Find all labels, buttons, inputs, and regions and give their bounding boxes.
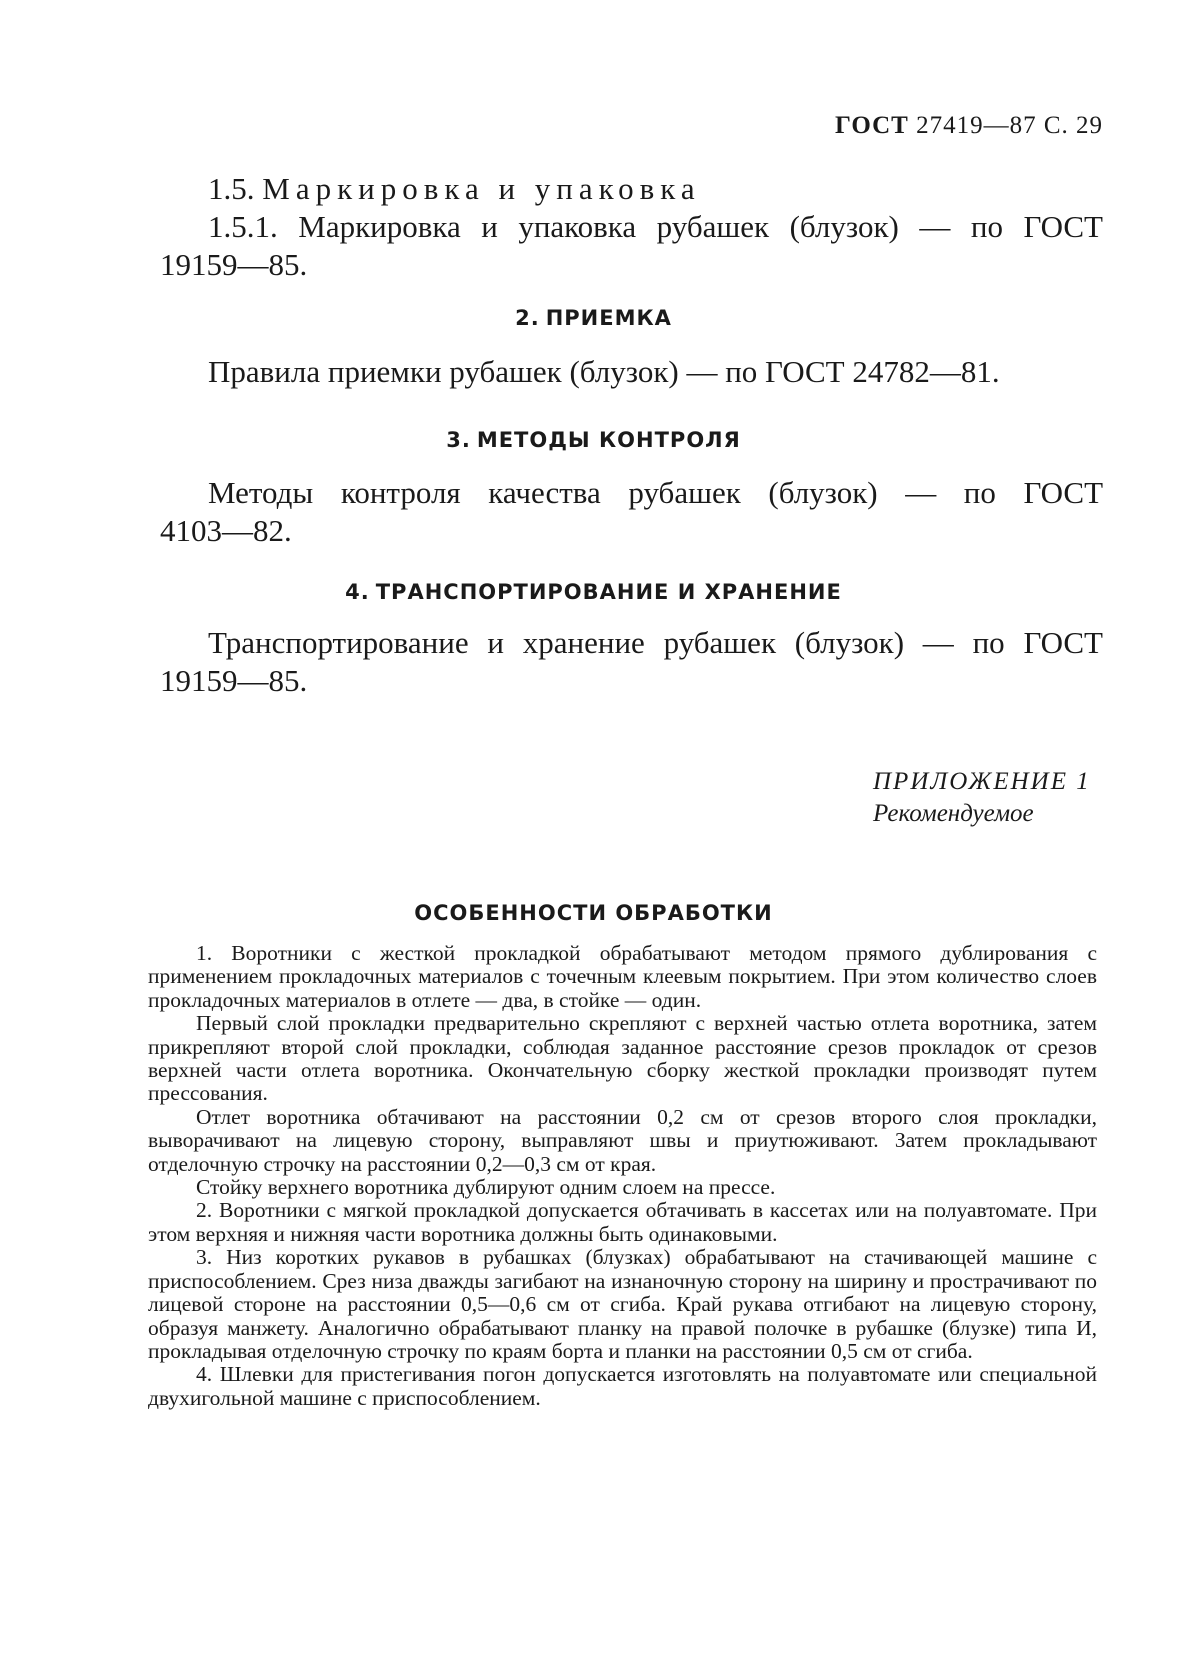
section-3-heading bbox=[0, 428, 1187, 452]
features-heading: ОСОБЕННОСТИ ОБРАБОТКИ bbox=[414, 901, 773, 925]
features-paragraph-2: Первый слой прокладки предварительно скрепляют с верхней частью отлета воротника, затем прикрепляют второй слой прокладки, соблюдая заданное расстояние срезов прокладок от срезов верхней части отлета воротника. Окончательную сборку жесткой прокладки производят путем прессования. bbox=[148, 1011, 1097, 1106]
section-4-line2: 19159—85. bbox=[160, 663, 308, 698]
features-body bbox=[148, 942, 1097, 1410]
features-paragraph-5: 2. Воротники с мягкой прокладкой допускается обтачивать в кассетах или на полуавтомате. При этом верхняя и нижняя части воротника должны быть одинаковыми. bbox=[148, 1198, 1097, 1246]
features-paragraph-3: Отлет воротника обтачивают на расстоянии 0,2 см от срезов второго слоя прокладки, выворачивают на лицевую сторону, выправляют швы и приутюживают. Затем прокладывают отделочную строчку на расстоянии 0,2—0,3 см от края. bbox=[148, 1104, 1097, 1176]
section-2-text-block bbox=[160, 353, 1103, 391]
section-3-line1: Методы контроля качества рубашек (блузок) — по ГОСТ bbox=[208, 475, 1103, 510]
section-1-5 bbox=[160, 170, 1103, 284]
section-2-heading-text: ПРИЕМКА bbox=[545, 306, 672, 330]
section-4-heading-text: ТРАНСПОРТИРОВАНИЕ И ХРАНЕНИЕ bbox=[375, 580, 842, 604]
section-1-5-title bbox=[160, 170, 1103, 208]
section-3-text-block bbox=[160, 474, 1103, 550]
section-2-text: Правила приемки рубашек (блузок) — по ГОСТ 24782—81. bbox=[208, 354, 1000, 389]
page-header bbox=[835, 112, 1103, 140]
features-paragraph-4: Стойку верхнего воротника дублируют одним слоем на прессе. bbox=[196, 1175, 776, 1200]
header-gost: ГОСТ bbox=[835, 112, 909, 139]
section-1-5-title-num: 1.5. bbox=[208, 171, 255, 206]
header-number: 27419—87 bbox=[916, 112, 1037, 139]
section-3-heading-num: 3. bbox=[446, 428, 471, 452]
section-4-text-block bbox=[160, 624, 1103, 700]
section-1-5-1-line2: 19159—85. bbox=[160, 247, 308, 282]
section-2-heading bbox=[0, 306, 1187, 330]
section-3-line2: 4103—82. bbox=[160, 513, 292, 548]
features-paragraph-7: 4. Шлевки для пристегивания погон допускается изготовлять на полуавтомате или специальной двухигольной машине с приспособлением. bbox=[148, 1362, 1097, 1410]
appendix-label bbox=[873, 766, 1091, 830]
features-paragraph-1: 1. Воротники с жесткой прокладкой обрабатывают методом прямого дублирования с применением прокладочных материалов с точечным клеевым покрытием. При этом количество слоев прокладочных материалов в отлете — два, в стойке — один. bbox=[148, 941, 1097, 1012]
section-3-heading-text: МЕТОДЫ КОНТРОЛЯ bbox=[476, 428, 741, 452]
section-2-heading-num: 2. bbox=[515, 306, 540, 330]
header-page: С. 29 bbox=[1043, 112, 1103, 139]
appendix-subtitle: Рекомендуемое bbox=[873, 800, 1034, 827]
appendix-title: ПРИЛОЖЕНИЕ 1 bbox=[873, 768, 1091, 795]
section-4-heading-num: 4. bbox=[345, 580, 370, 604]
section-1-5-1-line1: 1.5.1. Маркировка и упаковка рубашек (блузок) — по ГОСТ bbox=[208, 209, 1103, 244]
section-1-5-title-text: Маркировка и упаковка bbox=[262, 171, 701, 206]
section-4-line1: Транспортирование и хранение рубашек (блузок) — по ГОСТ bbox=[208, 625, 1103, 660]
section-4-heading bbox=[0, 580, 1187, 604]
features-paragraph-6: 3. Низ коротких рукавов в рубашках (блузках) обрабатывают на стачивающей машине с приспособлением. Срез низа дважды загибают на изнаночную сторону на ширину и прострачивают по лицевой стороне на расстоянии 0,5—0,6 см от сгиба. Край рукава отгибают на лицевую сторону, образуя манжету. Аналогично обрабатывают планку на правой полочке в рубашке (блузке) типа И, прокладывая отделочную строчку по краям борта и планки на расстоянии 0,5 см от сгиба. bbox=[148, 1245, 1097, 1363]
